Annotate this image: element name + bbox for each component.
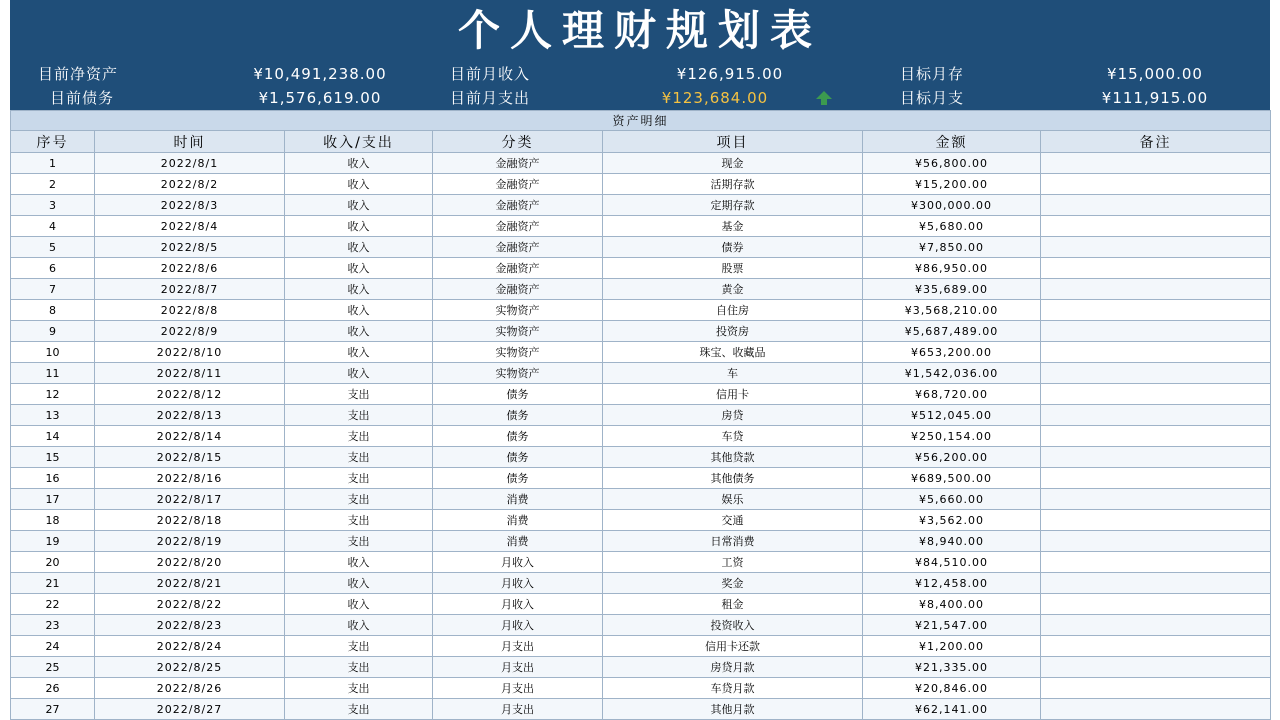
cell-index[interactable]: 19 [11, 531, 95, 552]
cell-amount[interactable]: ¥7,850.00 [863, 237, 1041, 258]
cell-type[interactable]: 收入 [285, 300, 433, 321]
cell-amount[interactable]: ¥5,680.00 [863, 216, 1041, 237]
cell-type[interactable]: 支出 [285, 678, 433, 699]
cell-type[interactable]: 收入 [285, 279, 433, 300]
cell-index[interactable]: 11 [11, 363, 95, 384]
cell-index[interactable]: 4 [11, 216, 95, 237]
cell-note[interactable] [1041, 405, 1271, 426]
cell-item[interactable]: 信用卡 [603, 384, 863, 405]
asset-detail-table [10, 110, 1271, 720]
cell-amount[interactable]: ¥8,940.00 [863, 531, 1041, 552]
cell-index[interactable]: 21 [11, 573, 95, 594]
col-header-category: 分类 [433, 131, 603, 153]
col-header-note: 备注 [1041, 131, 1271, 153]
cell-category[interactable]: 月收入 [433, 594, 603, 615]
cell-index[interactable]: 8 [11, 300, 95, 321]
cell-type[interactable]: 支出 [285, 510, 433, 531]
cell-amount[interactable]: ¥1,542,036.00 [863, 363, 1041, 384]
table-row [11, 237, 1271, 258]
table-row [11, 279, 1271, 300]
cell-category[interactable]: 金融资产 [433, 258, 603, 279]
cell-note[interactable] [1041, 342, 1271, 363]
cell-note[interactable] [1041, 279, 1271, 300]
cell-category[interactable]: 债务 [433, 447, 603, 468]
table-row [11, 489, 1271, 510]
table-row [11, 552, 1271, 573]
cell-amount[interactable]: ¥20,846.00 [863, 678, 1041, 699]
cell-index[interactable]: 24 [11, 636, 95, 657]
cell-item[interactable]: 债券 [603, 237, 863, 258]
cell-type[interactable]: 收入 [285, 573, 433, 594]
monthly-income-value[interactable]: ¥126,915.00 [676, 65, 784, 83]
cell-category[interactable]: 实物资产 [433, 363, 603, 384]
cell-item[interactable]: 其他债务 [603, 468, 863, 489]
cell-category[interactable]: 债务 [433, 426, 603, 447]
cell-item[interactable]: 黄金 [603, 279, 863, 300]
target-saving-value[interactable]: ¥15,000.00 [1107, 65, 1203, 83]
cell-date[interactable]: 2022/8/17 [95, 489, 285, 510]
cell-category[interactable]: 金融资产 [433, 279, 603, 300]
cell-type[interactable]: 支出 [285, 699, 433, 720]
monthly-income-label: 目前月收入 [450, 65, 531, 83]
cell-note[interactable] [1041, 510, 1271, 531]
cell-amount[interactable]: ¥300,000.00 [863, 195, 1041, 216]
cell-index[interactable]: 9 [11, 321, 95, 342]
cell-note[interactable] [1041, 321, 1271, 342]
net-assets-label: 目前净资产 [38, 65, 119, 83]
cell-type[interactable]: 收入 [285, 363, 433, 384]
cell-date[interactable]: 2022/8/27 [95, 699, 285, 720]
cell-amount[interactable]: ¥3,568,210.00 [863, 300, 1041, 321]
cell-amount[interactable]: ¥84,510.00 [863, 552, 1041, 573]
table-row [11, 573, 1271, 594]
cell-item[interactable]: 车贷 [603, 426, 863, 447]
cell-type[interactable]: 收入 [285, 237, 433, 258]
debt-value[interactable]: ¥1,576,619.00 [258, 89, 382, 107]
cell-note[interactable] [1041, 489, 1271, 510]
column-header-row [11, 131, 1271, 153]
col-header-amount: 金额 [863, 131, 1041, 153]
cell-date[interactable]: 2022/8/15 [95, 447, 285, 468]
table-row [11, 174, 1271, 195]
cell-type[interactable]: 支出 [285, 447, 433, 468]
cell-amount[interactable]: ¥3,562.00 [863, 510, 1041, 531]
cell-date[interactable]: 2022/8/21 [95, 573, 285, 594]
cell-note[interactable] [1041, 195, 1271, 216]
table-row [11, 615, 1271, 636]
cell-note[interactable] [1041, 594, 1271, 615]
cell-date[interactable]: 2022/8/24 [95, 636, 285, 657]
cell-item[interactable]: 车贷月款 [603, 678, 863, 699]
cell-amount[interactable]: ¥5,660.00 [863, 489, 1041, 510]
cell-type[interactable]: 支出 [285, 489, 433, 510]
cell-type[interactable]: 支出 [285, 384, 433, 405]
cell-item[interactable]: 车 [603, 363, 863, 384]
cell-category[interactable]: 金融资产 [433, 216, 603, 237]
table-row [11, 321, 1271, 342]
cell-note[interactable] [1041, 636, 1271, 657]
cell-amount[interactable]: ¥12,458.00 [863, 573, 1041, 594]
cell-category[interactable]: 月收入 [433, 552, 603, 573]
cell-type[interactable]: 支出 [285, 468, 433, 489]
table-row [11, 531, 1271, 552]
cell-index[interactable]: 20 [11, 552, 95, 573]
cell-date[interactable]: 2022/8/6 [95, 258, 285, 279]
cell-index[interactable]: 5 [11, 237, 95, 258]
table-row [11, 447, 1271, 468]
cell-amount[interactable]: ¥56,800.00 [863, 153, 1041, 174]
cell-item[interactable]: 活期存款 [603, 174, 863, 195]
table-row [11, 510, 1271, 531]
finance-sheet [10, 0, 1270, 718]
cell-date[interactable]: 2022/8/13 [95, 405, 285, 426]
cell-index[interactable]: 27 [11, 699, 95, 720]
col-header-item: 项目 [603, 131, 863, 153]
table-row [11, 300, 1271, 321]
cell-amount[interactable]: ¥56,200.00 [863, 447, 1041, 468]
table-row [11, 195, 1271, 216]
page-title: 个人理财规划表 [457, 6, 822, 55]
cell-note[interactable] [1041, 678, 1271, 699]
cell-note[interactable] [1041, 300, 1271, 321]
cell-type[interactable]: 支出 [285, 657, 433, 678]
cell-date[interactable]: 2022/8/1 [95, 153, 285, 174]
cell-category[interactable]: 月支出 [433, 636, 603, 657]
summary-header [10, 0, 1270, 110]
cell-category[interactable]: 月支出 [433, 678, 603, 699]
cell-item[interactable]: 租金 [603, 594, 863, 615]
cell-category[interactable]: 月收入 [433, 615, 603, 636]
table-row [11, 258, 1271, 279]
table-row [11, 384, 1271, 405]
target-expense-label: 目标月支 [900, 89, 965, 107]
cell-amount[interactable]: ¥653,200.00 [863, 342, 1041, 363]
cell-amount[interactable]: ¥68,720.00 [863, 384, 1041, 405]
cell-note[interactable] [1041, 174, 1271, 195]
cell-index[interactable]: 6 [11, 258, 95, 279]
section-title: 资产明细 [11, 111, 1271, 131]
cell-type[interactable]: 收入 [285, 174, 433, 195]
cell-item[interactable]: 日常消费 [603, 531, 863, 552]
cell-date[interactable]: 2022/8/23 [95, 615, 285, 636]
cell-date[interactable]: 2022/8/9 [95, 321, 285, 342]
cell-category[interactable]: 消费 [433, 531, 603, 552]
cell-category[interactable]: 消费 [433, 489, 603, 510]
target-saving-label: 目标月存 [900, 65, 965, 83]
cell-index[interactable]: 23 [11, 615, 95, 636]
cell-category[interactable]: 实物资产 [433, 300, 603, 321]
cell-type[interactable]: 收入 [285, 594, 433, 615]
cell-item[interactable]: 交通 [603, 510, 863, 531]
col-header-type: 收入/支出 [285, 131, 433, 153]
cell-note[interactable] [1041, 153, 1271, 174]
cell-item[interactable]: 娱乐 [603, 489, 863, 510]
cell-amount[interactable]: ¥35,689.00 [863, 279, 1041, 300]
cell-item[interactable]: 基金 [603, 216, 863, 237]
table-row [11, 363, 1271, 384]
cell-category[interactable]: 债务 [433, 405, 603, 426]
cell-note[interactable] [1041, 216, 1271, 237]
cell-category[interactable]: 金融资产 [433, 237, 603, 258]
col-header-index: 序号 [11, 131, 95, 153]
cell-index[interactable]: 26 [11, 678, 95, 699]
cell-amount[interactable]: ¥21,335.00 [863, 657, 1041, 678]
cell-item[interactable]: 其他贷款 [603, 447, 863, 468]
cell-index[interactable]: 2 [11, 174, 95, 195]
cell-note[interactable] [1041, 531, 1271, 552]
cell-index[interactable]: 17 [11, 489, 95, 510]
cell-item[interactable]: 奖金 [603, 573, 863, 594]
cell-category[interactable]: 实物资产 [433, 321, 603, 342]
cell-category[interactable]: 月收入 [433, 573, 603, 594]
net-assets-value[interactable]: ¥10,491,238.00 [253, 65, 387, 83]
cell-type[interactable]: 收入 [285, 321, 433, 342]
col-header-date: 时间 [95, 131, 285, 153]
cell-amount[interactable]: ¥62,141.00 [863, 699, 1041, 720]
cell-date[interactable]: 2022/8/11 [95, 363, 285, 384]
table-row [11, 216, 1271, 237]
cell-index[interactable]: 22 [11, 594, 95, 615]
cell-note[interactable] [1041, 615, 1271, 636]
cell-amount[interactable]: ¥250,154.00 [863, 426, 1041, 447]
cell-amount[interactable]: ¥5,687,489.00 [863, 321, 1041, 342]
cell-date[interactable]: 2022/8/5 [95, 237, 285, 258]
cell-index[interactable]: 1 [11, 153, 95, 174]
cell-category[interactable]: 金融资产 [433, 153, 603, 174]
cell-note[interactable] [1041, 426, 1271, 447]
cell-note[interactable] [1041, 699, 1271, 720]
table-row [11, 153, 1271, 174]
table-row [11, 468, 1271, 489]
cell-type[interactable]: 收入 [285, 552, 433, 573]
table-row [11, 636, 1271, 657]
cell-note[interactable] [1041, 363, 1271, 384]
cell-category[interactable]: 实物资产 [433, 342, 603, 363]
cell-date[interactable]: 2022/8/10 [95, 342, 285, 363]
cell-date[interactable]: 2022/8/12 [95, 384, 285, 405]
cell-amount[interactable]: ¥512,045.00 [863, 405, 1041, 426]
cell-index[interactable]: 10 [11, 342, 95, 363]
cell-amount[interactable]: ¥15,200.00 [863, 174, 1041, 195]
up-arrow-icon [815, 90, 833, 106]
cell-type[interactable]: 支出 [285, 405, 433, 426]
cell-amount[interactable]: ¥8,400.00 [863, 594, 1041, 615]
target-expense-value[interactable]: ¥111,915.00 [1101, 89, 1209, 107]
monthly-expense-label: 目前月支出 [450, 89, 531, 107]
cell-category[interactable]: 金融资产 [433, 195, 603, 216]
cell-date[interactable]: 2022/8/26 [95, 678, 285, 699]
cell-type[interactable]: 收入 [285, 342, 433, 363]
cell-category[interactable]: 消费 [433, 510, 603, 531]
cell-date[interactable]: 2022/8/16 [95, 468, 285, 489]
cell-note[interactable] [1041, 384, 1271, 405]
cell-type[interactable]: 收入 [285, 258, 433, 279]
cell-item[interactable]: 珠宝、收藏品 [603, 342, 863, 363]
cell-index[interactable]: 12 [11, 384, 95, 405]
cell-index[interactable]: 13 [11, 405, 95, 426]
cell-type[interactable]: 支出 [285, 636, 433, 657]
cell-date[interactable]: 2022/8/25 [95, 657, 285, 678]
cell-category[interactable]: 月支出 [433, 657, 603, 678]
cell-note[interactable] [1041, 552, 1271, 573]
cell-item[interactable]: 工资 [603, 552, 863, 573]
cell-date[interactable]: 2022/8/14 [95, 426, 285, 447]
cell-index[interactable]: 15 [11, 447, 95, 468]
cell-note[interactable] [1041, 447, 1271, 468]
cell-date[interactable]: 2022/8/19 [95, 531, 285, 552]
cell-amount[interactable]: ¥86,950.00 [863, 258, 1041, 279]
cell-item[interactable]: 股票 [603, 258, 863, 279]
table-row [11, 657, 1271, 678]
cell-date[interactable]: 2022/8/20 [95, 552, 285, 573]
cell-note[interactable] [1041, 657, 1271, 678]
cell-amount[interactable]: ¥689,500.00 [863, 468, 1041, 489]
cell-item[interactable]: 房贷月款 [603, 657, 863, 678]
cell-type[interactable]: 收入 [285, 153, 433, 174]
monthly-expense-value[interactable]: ¥123,684.00 [661, 89, 769, 107]
cell-type[interactable]: 收入 [285, 195, 433, 216]
cell-index[interactable]: 18 [11, 510, 95, 531]
cell-note[interactable] [1041, 258, 1271, 279]
cell-date[interactable]: 2022/8/18 [95, 510, 285, 531]
table-row [11, 405, 1271, 426]
cell-item[interactable]: 投资收入 [603, 615, 863, 636]
cell-item[interactable]: 房贷 [603, 405, 863, 426]
cell-type[interactable]: 收入 [285, 216, 433, 237]
cell-date[interactable]: 2022/8/8 [95, 300, 285, 321]
table-row [11, 426, 1271, 447]
cell-note[interactable] [1041, 237, 1271, 258]
table-row [11, 594, 1271, 615]
cell-amount[interactable]: ¥21,547.00 [863, 615, 1041, 636]
cell-index[interactable]: 25 [11, 657, 95, 678]
cell-date[interactable]: 2022/8/7 [95, 279, 285, 300]
cell-item[interactable]: 现金 [603, 153, 863, 174]
cell-index[interactable]: 14 [11, 426, 95, 447]
cell-index[interactable]: 7 [11, 279, 95, 300]
cell-category[interactable]: 债务 [433, 384, 603, 405]
cell-category[interactable]: 月支出 [433, 699, 603, 720]
cell-category[interactable]: 债务 [433, 468, 603, 489]
debt-label: 目前债务 [50, 89, 115, 107]
cell-item[interactable]: 其他月款 [603, 699, 863, 720]
cell-item[interactable]: 自住房 [603, 300, 863, 321]
cell-index[interactable]: 16 [11, 468, 95, 489]
table-row [11, 678, 1271, 699]
cell-date[interactable]: 2022/8/22 [95, 594, 285, 615]
table-row [11, 342, 1271, 363]
cell-index[interactable]: 3 [11, 195, 95, 216]
cell-note[interactable] [1041, 468, 1271, 489]
cell-item[interactable]: 定期存款 [603, 195, 863, 216]
cell-note[interactable] [1041, 573, 1271, 594]
table-row [11, 699, 1271, 720]
cell-item[interactable]: 投资房 [603, 321, 863, 342]
cell-type[interactable]: 支出 [285, 531, 433, 552]
cell-type[interactable]: 收入 [285, 615, 433, 636]
cell-category[interactable]: 金融资产 [433, 174, 603, 195]
cell-amount[interactable]: ¥1,200.00 [863, 636, 1041, 657]
cell-date[interactable]: 2022/8/2 [95, 174, 285, 195]
cell-date[interactable]: 2022/8/4 [95, 216, 285, 237]
cell-type[interactable]: 支出 [285, 426, 433, 447]
cell-item[interactable]: 信用卡还款 [603, 636, 863, 657]
cell-date[interactable]: 2022/8/3 [95, 195, 285, 216]
